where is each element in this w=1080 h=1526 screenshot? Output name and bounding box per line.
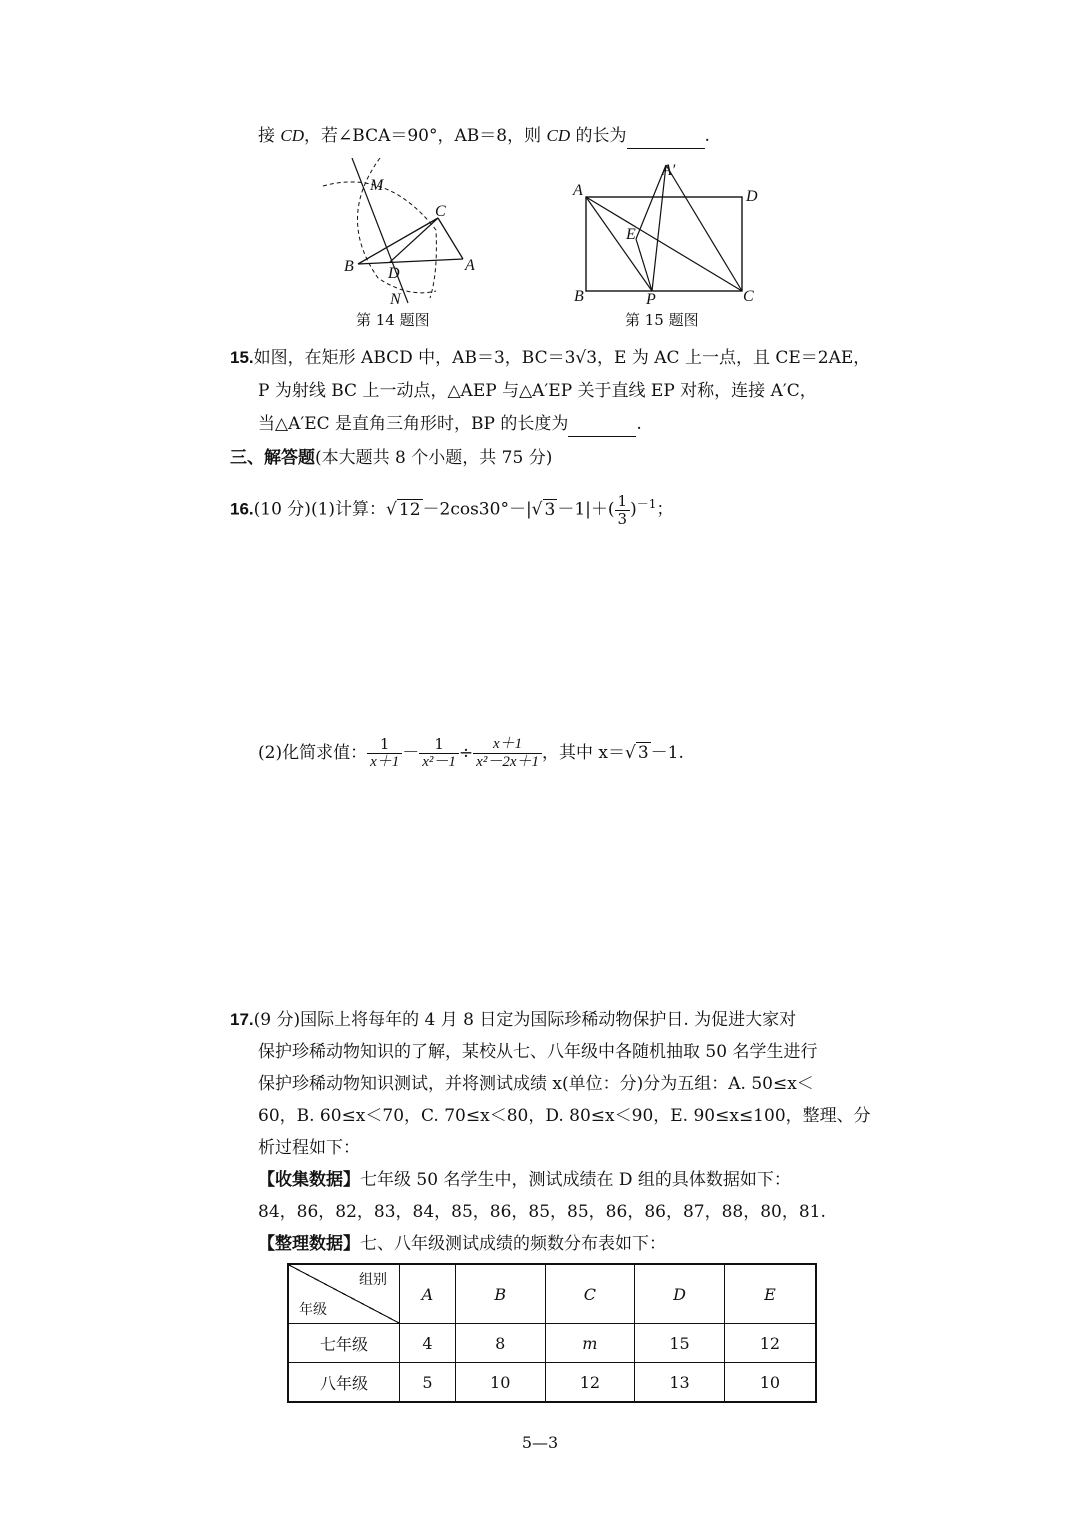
q14-cd-2: CD (546, 126, 571, 145)
fig14-arc-right (323, 182, 436, 298)
fig14-side-bc (358, 218, 438, 264)
q17-line-1 (230, 1008, 796, 1032)
q17-organize-text: 七、八年级测试成绩的频数分布表如下： (360, 1234, 666, 1254)
q15-end: . (636, 414, 642, 434)
table-cell: 8 (455, 1324, 545, 1363)
q17-text-4: 60，B. 60≤x＜70，C. 70≤x＜80，D. 80≤x＜90，E. 90≤x≤100，整理、分 (258, 1106, 871, 1126)
q16-fraction-one-third (615, 493, 631, 528)
fig15-label-b: B (574, 288, 584, 305)
table-cell: 4 (400, 1324, 456, 1363)
q16-f1 (367, 736, 402, 771)
q15-line-1 (230, 346, 870, 370)
table-header-e: E (724, 1264, 816, 1324)
q16-frac-num: 1 (615, 493, 631, 511)
section-3-title: 三、解答题 (230, 448, 315, 468)
q17-organize-line (258, 1232, 666, 1256)
frequency-table (287, 1263, 817, 1403)
q17-collect-line (258, 1168, 791, 1192)
q16-x-sqrt3: √ 3 (625, 743, 649, 763)
q16-end: ； (656, 499, 674, 520)
q16-expr-mid2: －1|＋( (557, 499, 615, 520)
table-cell: 10 (455, 1363, 545, 1403)
q16-f3-den: x²－2x＋1 (476, 754, 539, 770)
figure-15 (570, 155, 770, 305)
q16-sqrt12: √ 12 (386, 499, 421, 520)
table-header-c: C (545, 1264, 635, 1324)
fig14-label-a: A (465, 257, 475, 274)
q15-text-1: 如图，在矩形 ABCD 中，AB＝3，BC＝3√3，E 为 AC 上一点，且 CE＝2AE， (253, 348, 871, 368)
q14-text-c: 的长为 (570, 126, 627, 146)
q15-answer-blank[interactable] (568, 412, 636, 437)
q17-data-line (258, 1200, 826, 1224)
section-3-heading (230, 446, 552, 470)
q17-text-3: 保护珍稀动物知识测试，并将测试成绩 x(单位：分)分为五组：A. 50≤x＜ (258, 1074, 814, 1094)
q16-sqrt3: √ 3 (531, 499, 556, 520)
q16-part-1 (230, 488, 673, 528)
q16-f3-num: x＋1 (473, 736, 542, 754)
fig15-seg-ep (636, 239, 652, 291)
q15-text-3: 当△A′EC 是直角三角形时，BP 的长度为 (258, 414, 569, 434)
q16-x-tail: －1. (650, 743, 684, 763)
q16-part1-prefix: (10 分)(1)计算： (253, 499, 387, 520)
q14-answer-blank[interactable] (627, 124, 705, 149)
fig15-seg-a-prime-p (652, 165, 666, 291)
table-cell-m: m (545, 1324, 635, 1363)
q14-tail-line (258, 124, 710, 149)
section-3-note: (本大题共 8 个小题，共 75 分) (315, 448, 553, 468)
table-header-d: D (635, 1264, 725, 1324)
q15-text-2: P 为射线 BC 上一动点，△AEP 与△A′EP 关于直线 EP 对称，连接 A′C， (258, 381, 817, 401)
fig14-side-ba (358, 259, 463, 264)
q16-part2-prefix: (2)化简求值： (258, 743, 368, 763)
q16-number: 16. (230, 499, 254, 519)
table-row-label-grade7: 七年级 (288, 1324, 400, 1363)
fig14-side-ca (438, 218, 463, 259)
q16-frac-den: 3 (617, 509, 628, 528)
q17-text-5: 析过程如下： (258, 1138, 360, 1158)
q17-number: 17. (230, 1010, 254, 1029)
fig15-seg-ap (586, 197, 652, 291)
q16-f1-den: x＋1 (370, 754, 400, 770)
q15-number: 15. (230, 348, 254, 367)
table-cell: 10 (724, 1363, 816, 1403)
q16-x-sqrt3-radicand: 3 (637, 743, 649, 763)
table-header-row (288, 1264, 816, 1324)
q17-text-1: (9 分)国际上将每年的 4 月 8 日定为国际珍稀动物保护日. 为促进大家对 (253, 1010, 797, 1030)
q17-line-2 (258, 1040, 817, 1064)
fig15-label-a-prime: A′ (662, 162, 676, 179)
table-cell: 5 (400, 1363, 456, 1403)
q16-f1-num: 1 (367, 736, 402, 754)
page-number: 5—3 (521, 1433, 559, 1452)
fig14-label-c: C (435, 203, 446, 220)
q16-expr-tail: ) (630, 499, 637, 520)
table-corner-cell (288, 1264, 400, 1324)
q17-data-values: 84，86，82，83，84，85，86，85，85，86，86，87，88，80，81. (258, 1202, 826, 1222)
fig15-seg-a-prime-c (666, 165, 742, 291)
fig14-label-d: D (388, 265, 400, 282)
q16-f2 (419, 736, 459, 771)
table-corner-bottom: 年级 (299, 1302, 327, 1318)
fig15-label-d: D (746, 188, 758, 205)
fig14-caption: 第 14 题图 (356, 311, 430, 329)
fig15-diag-ac (586, 197, 742, 291)
fig15-caption: 第 15 题图 (625, 311, 699, 329)
q16-sqrt3-radicand: 3 (544, 499, 556, 520)
q16-part-2 (258, 733, 684, 773)
q17-line-3 (258, 1072, 814, 1096)
fig15-label-e: E (626, 226, 636, 243)
fig15-label-p: P (646, 291, 656, 305)
table-row-label-grade8: 八年级 (288, 1363, 400, 1403)
table-cell: 13 (635, 1363, 725, 1403)
table-cell: 12 (545, 1363, 635, 1403)
q16-f2-num: 1 (419, 736, 459, 754)
fig14-seg-cd (390, 218, 438, 262)
table-row (288, 1324, 816, 1363)
table-corner-top: 组别 (359, 1272, 387, 1288)
q17-collect-label: 【收集数据】 (258, 1170, 360, 1190)
q17-collect-text: 七年级 50 名学生中，测试成绩在 D 组的具体数据如下： (360, 1170, 791, 1190)
q16-minus: － (402, 743, 420, 763)
q15-line-3 (258, 412, 642, 437)
q14-end: . (704, 126, 710, 146)
q17-organize-label: 【整理数据】 (258, 1234, 360, 1254)
table-header-b: B (455, 1264, 545, 1324)
q16-sqrt12-radicand: 12 (398, 499, 421, 520)
q17-line-4 (258, 1104, 871, 1128)
fig14-label-b: B (344, 258, 354, 275)
q15-line-2 (258, 379, 817, 403)
q17-line-5 (258, 1136, 360, 1160)
q17-text-2: 保护珍稀动物知识的了解，某校从七、八年级中各随机抽取 50 名学生进行 (258, 1042, 818, 1062)
fig15-label-c: C (743, 288, 754, 305)
table-header-a: A (400, 1264, 456, 1324)
figure-14 (318, 158, 488, 308)
q16-f3 (473, 736, 542, 771)
q16-where: ，其中 x＝ (542, 743, 625, 763)
fig14-label-n: N (390, 291, 401, 308)
q16-f2-den: x²－1 (422, 754, 456, 770)
q16-exponent: －1 (636, 497, 657, 511)
q16-div: ÷ (458, 743, 474, 763)
q16-expr-mid: －2cos30°－| (422, 499, 532, 520)
fig15-label-a: A (573, 182, 583, 199)
fig14-label-m: M (370, 177, 384, 194)
table-cell: 15 (635, 1324, 725, 1363)
q14-text-a: 接 (258, 126, 281, 146)
q14-cd-1: CD (280, 126, 305, 145)
table-cell: 12 (724, 1324, 816, 1363)
table-row (288, 1363, 816, 1403)
q14-text-b: ，若∠BCA＝90°，AB＝8，则 (304, 126, 547, 146)
